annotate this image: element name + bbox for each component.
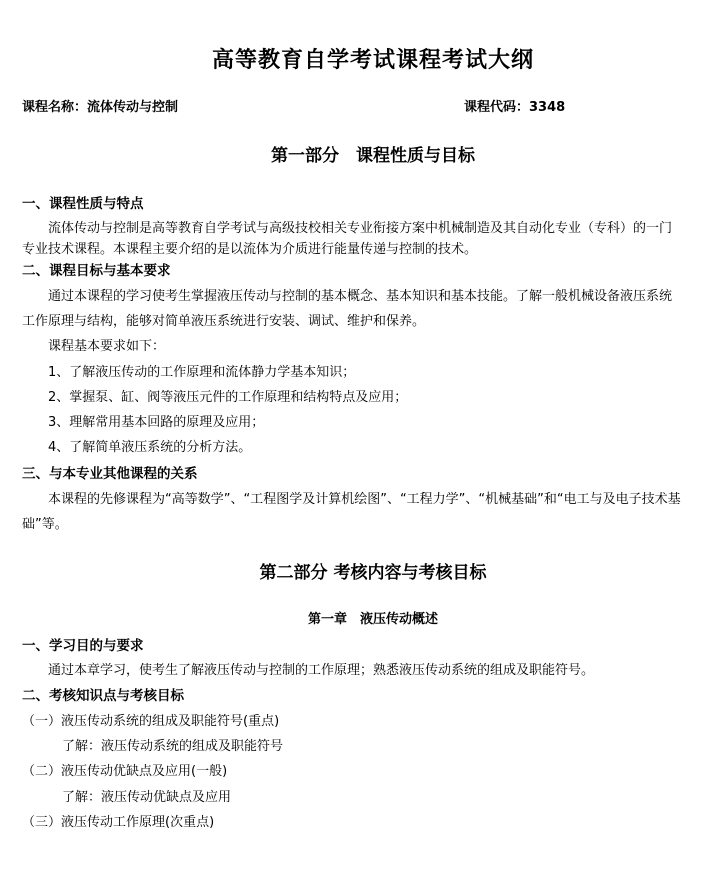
section-heading: 二、课程目标与基本要求 — [22, 263, 171, 279]
part1-heading: 第一部分 课程性质与目标 — [271, 146, 475, 166]
paragraph-line: 础”等。 — [22, 517, 68, 532]
course-code: 课程代码：3348 — [464, 100, 566, 115]
list-item: 1、了解液压传动的工作原理和流体静力学基本知识； — [48, 365, 356, 380]
paragraph-line: 本课程的先修课程为“高等数学”、“工程图学及计算机绘图”、“工程力学”、“机械基础”和“电工与及电子技术基 — [48, 492, 681, 507]
section-heading: 一、课程性质与特点 — [22, 196, 144, 212]
knowledge-point: （一）液压传动系统的组成及职能符号(重点) — [22, 714, 280, 729]
knowledge-point: （三）液压传动工作原理(次重点) — [22, 815, 215, 830]
section-heading: 一、学习目的与要求 — [22, 638, 144, 654]
paragraph-line: 流体传动与控制是高等教育自学考试与高级技校相关专业衔接方案中机械制造及其自动化专业（专科）的一门 — [48, 221, 673, 236]
part2-heading: 第二部分 考核内容与考核目标 — [259, 563, 487, 583]
requirements-intro: 课程基本要求如下： — [48, 339, 166, 354]
knowledge-detail: 了解：液压传动优缺点及应用 — [62, 790, 232, 805]
list-item: 4、了解简单液压系统的分析方法。 — [48, 440, 252, 455]
document-title: 高等教育自学考试课程考试大纲 — [211, 47, 534, 73]
paragraph-line: 通过本章学习，使考生了解液压传动与控制的工作原理；熟悉液压传动系统的组成及职能符号。 — [48, 663, 595, 678]
list-item: 3、理解常用基本回路的原理及应用； — [48, 415, 265, 430]
paragraph-line: 专业技术课程。本课程主要介绍的是以流体为介质进行能量传递与控制的技术。 — [22, 242, 478, 257]
chapter-heading: 第一章 液压传动概述 — [307, 612, 438, 627]
knowledge-point: （二）液压传动优缺点及应用(一般) — [22, 764, 228, 779]
section-heading: 三、与本专业其他课程的关系 — [22, 466, 198, 482]
paragraph-line: 通过本课程的学习使考生掌握液压传动与控制的基本概念、基本知识和基本技能。了解一般机械设备液压系统 — [48, 289, 673, 304]
knowledge-detail: 了解：液压传动系统的组成及职能符号 — [62, 739, 284, 754]
course-name: 课程名称：流体传动与控制 — [22, 100, 179, 115]
list-item: 2、掌握泵、缸、阀等液压元件的工作原理和结构特点及应用； — [48, 390, 408, 405]
paragraph-line: 工作原理与结构，能够对简单液压系统进行安装、调试、维护和保养。 — [22, 314, 426, 329]
section-heading: 二、考核知识点与考核目标 — [22, 688, 184, 704]
